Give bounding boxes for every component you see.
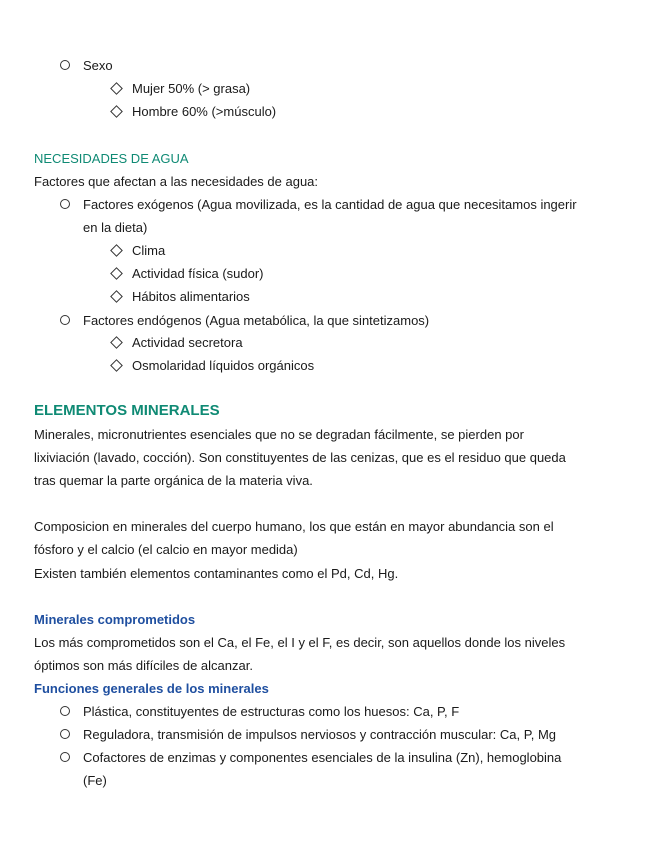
circle-bullet-icon bbox=[60, 315, 70, 325]
minerales-p2-line-3: Existen también elementos contaminantes como el Pd, Cd, Hg. bbox=[34, 566, 399, 581]
funciones-item-cofactores: Cofactores de enzimas y componentes esenciales de la insulina (Zn), hemoglobina bbox=[83, 750, 562, 765]
sexo-label: Sexo bbox=[83, 58, 113, 73]
diamond-bullet-icon bbox=[110, 359, 123, 372]
diamond-bullet-icon bbox=[110, 336, 123, 349]
minerales-p1-line-2: lixiviación (lavado, cocción). Son constituyentes de las cenizas, que es el residuo que queda bbox=[34, 450, 566, 465]
diamond-bullet-icon bbox=[110, 82, 123, 95]
exogenos-item-clima: Clima bbox=[132, 243, 166, 258]
endogenos-label: Factores endógenos (Agua metabólica, la que sintetizamos) bbox=[83, 313, 430, 328]
circle-bullet-icon bbox=[60, 60, 70, 70]
exogenos-item-habitos: Hábitos alimentarios bbox=[132, 289, 250, 304]
exogenos-line-2: en la dieta) bbox=[83, 220, 148, 235]
agua-intro: Factores que afectan a las necesidades de agua: bbox=[34, 174, 319, 189]
minerales-p2-line-2: fósforo y el calcio (el calcio en mayor medida) bbox=[34, 542, 298, 557]
endogenos-item-osmolaridad: Osmolaridad líquidos orgánicos bbox=[132, 358, 315, 373]
funciones-item-plastica: Plástica, constituyentes de estructuras como los huesos: Ca, P, F bbox=[83, 704, 460, 719]
sexo-item-mujer: Mujer 50% (> grasa) bbox=[132, 81, 251, 96]
comprometidos-line-1: Los más comprometidos son el Ca, el Fe, el I y el F, es decir, son aquellos donde los niveles bbox=[34, 635, 566, 650]
diamond-bullet-icon bbox=[110, 244, 123, 257]
minerales-p2-line-1: Composicion en minerales del cuerpo humano, los que están en mayor abundancia son el bbox=[34, 519, 554, 534]
comprometidos-line-2: óptimos son más difíciles de alcanzar. bbox=[34, 658, 253, 673]
sexo-item-hombre: Hombre 60% (>músculo) bbox=[132, 104, 277, 119]
circle-bullet-icon bbox=[60, 199, 70, 209]
circle-bullet-icon bbox=[60, 706, 70, 716]
subheading-funciones: Funciones generales de los minerales bbox=[34, 681, 269, 696]
diamond-bullet-icon bbox=[110, 105, 123, 118]
diamond-bullet-icon bbox=[110, 290, 123, 303]
circle-bullet-icon bbox=[60, 729, 70, 739]
funciones-item-cofactores-line-2: (Fe) bbox=[83, 773, 107, 788]
section-heading-minerales: ELEMENTOS MINERALES bbox=[34, 402, 220, 419]
minerales-p1-line-1: Minerales, micronutrientes esenciales que no se degradan fácilmente, se pierden por bbox=[34, 427, 524, 442]
diamond-bullet-icon bbox=[110, 267, 123, 280]
circle-bullet-icon bbox=[60, 752, 70, 762]
section-heading-agua: NECESIDADES DE AGUA bbox=[34, 151, 189, 166]
exogenos-line-1: Factores exógenos (Agua movilizada, es la cantidad de agua que necesitamos ingerir bbox=[83, 197, 577, 212]
exogenos-item-actividad: Actividad física (sudor) bbox=[132, 266, 264, 281]
funciones-item-reguladora: Reguladora, transmisión de impulsos nerviosos y contracción muscular: Ca, P, Mg bbox=[83, 727, 557, 742]
minerales-p1-line-3: tras quemar la parte orgánica de la materia viva. bbox=[34, 473, 313, 488]
endogenos-item-secretora: Actividad secretora bbox=[132, 335, 243, 350]
subheading-comprometidos: Minerales comprometidos bbox=[34, 612, 196, 627]
